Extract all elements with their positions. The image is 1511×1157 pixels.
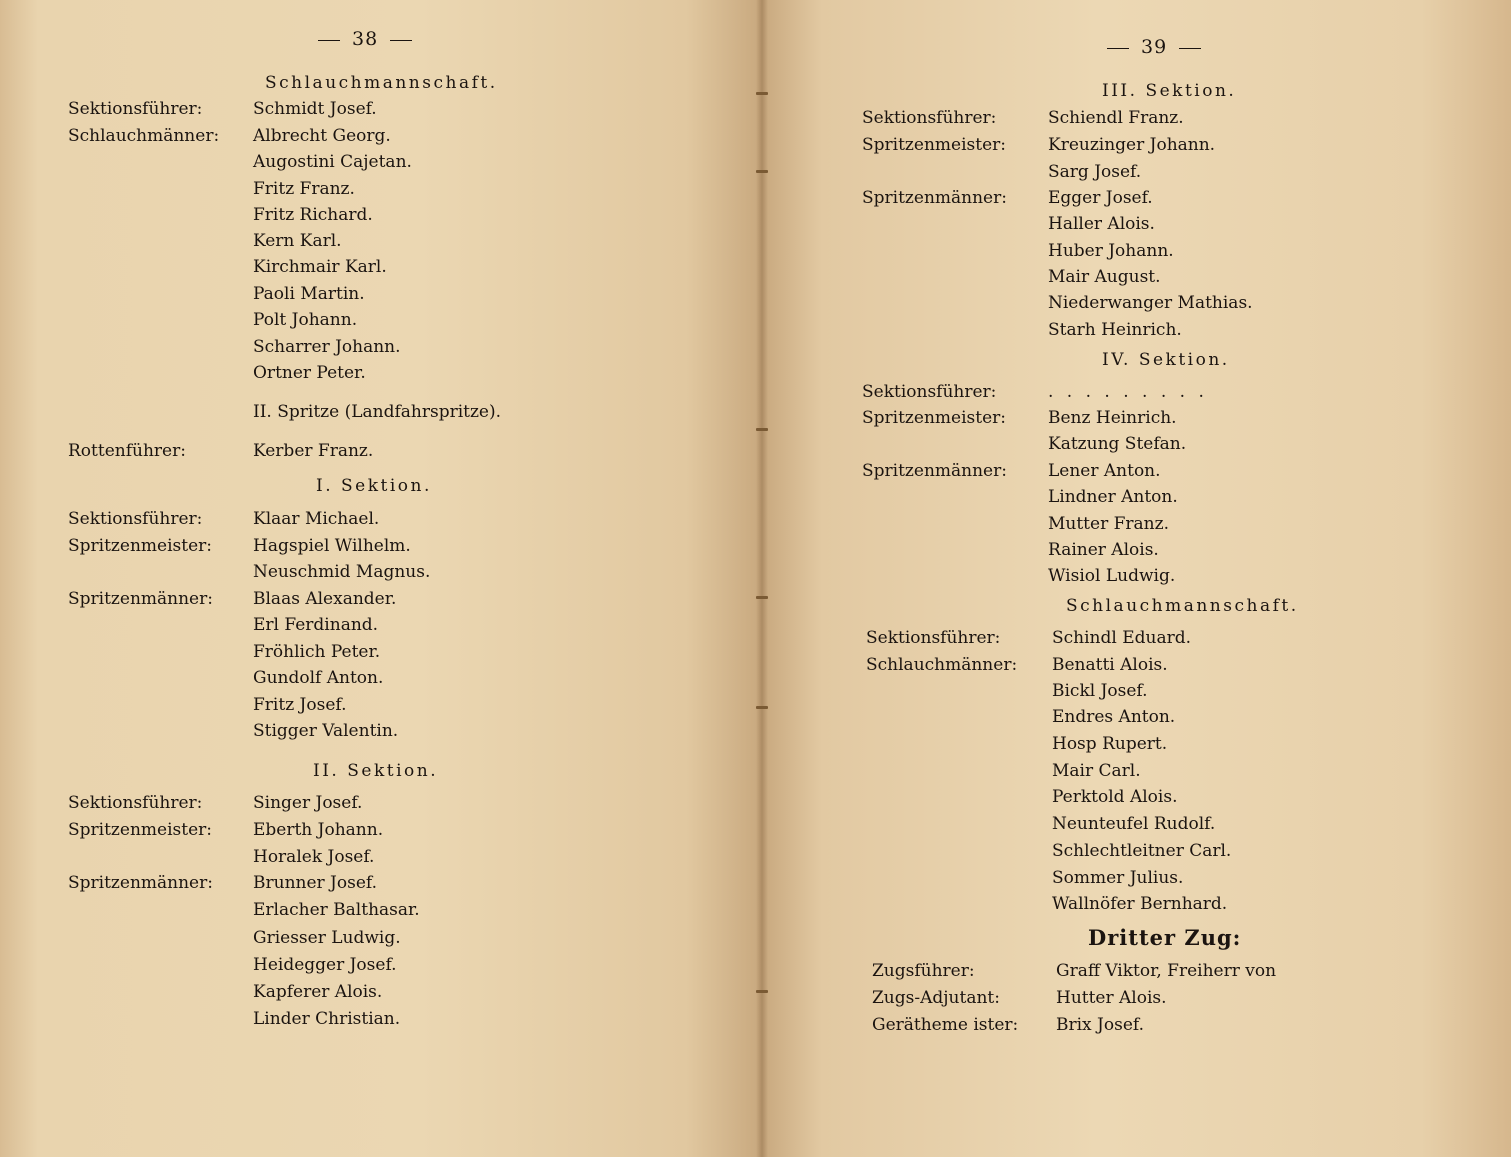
member-name: Blaas Alexander. bbox=[253, 589, 397, 609]
member-name: Fritz Josef. bbox=[253, 695, 347, 715]
section-heading: III. Sektion. bbox=[1102, 81, 1237, 101]
member-name: Mair Carl. bbox=[1052, 761, 1141, 781]
member-name: Kirchmair Karl. bbox=[253, 257, 387, 277]
member-name: Horalek Josef. bbox=[253, 847, 375, 867]
member-name: Neunteufel Rudolf. bbox=[1052, 814, 1216, 834]
role-label: Spritzenmeister: bbox=[862, 135, 1006, 155]
role-label: Zugs-Adjutant: bbox=[872, 988, 1000, 1008]
member-name: Neuschmid Magnus. bbox=[253, 562, 431, 582]
binding-stitch bbox=[756, 596, 768, 599]
role-label: Sektionsführer: bbox=[68, 99, 203, 119]
role-label: Sektionsführer: bbox=[862, 382, 997, 402]
member-name: Heidegger Josef. bbox=[253, 955, 397, 975]
member-name: Niederwanger Mathias. bbox=[1048, 293, 1253, 313]
role-label: Spritzenmänner: bbox=[68, 589, 213, 609]
role-label: Spritzenmeister: bbox=[68, 820, 212, 840]
binding-stitch bbox=[756, 428, 768, 431]
role-label: Sektionsführer: bbox=[862, 108, 997, 128]
section-heading: Schlauchmannschaft. bbox=[1066, 596, 1299, 616]
member-name: Schmidt Josef. bbox=[253, 99, 377, 119]
section-heading: II. Sektion. bbox=[313, 761, 439, 781]
role-label: Spritzenmänner: bbox=[862, 461, 1007, 481]
right-page bbox=[762, 0, 1511, 1157]
member-name: Stigger Valentin. bbox=[253, 721, 399, 741]
member-name: Eberth Johann. bbox=[253, 820, 384, 840]
member-name: Rainer Alois. bbox=[1048, 540, 1159, 560]
member-name: Hosp Rupert. bbox=[1052, 734, 1168, 754]
member-name: Erlacher Balthasar. bbox=[253, 900, 420, 920]
role-label: Spritzenmeister: bbox=[68, 536, 212, 556]
member-name: Endres Anton. bbox=[1052, 707, 1176, 727]
role-label: Spritzenmeister: bbox=[862, 408, 1006, 428]
role-label: Schlauchmänner: bbox=[68, 126, 220, 146]
member-name: Benatti Alois. bbox=[1052, 655, 1168, 675]
member-name: Haller Alois. bbox=[1048, 214, 1155, 234]
section-heading: Schlauchmannschaft. bbox=[265, 73, 498, 93]
member-name: Ortner Peter. bbox=[253, 363, 366, 383]
member-name: Egger Josef. bbox=[1048, 188, 1153, 208]
member-name: Schlechtleitner Carl. bbox=[1052, 841, 1232, 861]
member-name: Bickl Josef. bbox=[1052, 681, 1148, 701]
member-name: Fritz Richard. bbox=[253, 205, 373, 225]
member-name: Brunner Josef. bbox=[253, 873, 377, 893]
member-name: Lindner Anton. bbox=[1048, 487, 1178, 507]
member-name: Graff Viktor, Freiherr von bbox=[1056, 961, 1277, 981]
binding-stitch bbox=[756, 990, 768, 993]
member-name: Erl Ferdinand. bbox=[253, 615, 379, 635]
member-name: Fritz Franz. bbox=[253, 179, 355, 199]
member-name: Polt Johann. bbox=[253, 310, 358, 330]
role-label: Rottenführer: bbox=[68, 441, 186, 461]
member-name: Paoli Martin. bbox=[253, 284, 365, 304]
binding-stitch bbox=[756, 706, 768, 709]
member-name: Wallnöfer Bernhard. bbox=[1052, 894, 1228, 914]
member-name: Kapferer Alois. bbox=[253, 982, 383, 1002]
member-name: Griesser Ludwig. bbox=[253, 928, 401, 948]
member-name: Hagspiel Wilhelm. bbox=[253, 536, 411, 556]
role-label: Spritzenmänner: bbox=[68, 873, 213, 893]
member-name: Schindl Eduard. bbox=[1052, 628, 1192, 648]
member-name: . . . . . . . . . bbox=[1048, 382, 1208, 402]
member-name: Mutter Franz. bbox=[1048, 514, 1169, 534]
member-name: Singer Josef. bbox=[253, 793, 363, 813]
member-name: Sommer Julius. bbox=[1052, 868, 1184, 888]
member-name: Augostini Cajetan. bbox=[253, 152, 412, 172]
member-name: Schiendl Franz. bbox=[1048, 108, 1184, 128]
member-name: Benz Heinrich. bbox=[1048, 408, 1177, 428]
member-name: Perktold Alois. bbox=[1052, 787, 1178, 807]
member-name: Scharrer Johann. bbox=[253, 337, 401, 357]
section-heading-bold: Dritter Zug: bbox=[1088, 925, 1242, 950]
role-label: Gerätheme ister: bbox=[872, 1015, 1019, 1035]
member-name: Klaar Michael. bbox=[253, 509, 380, 529]
role-label: Spritzenmänner: bbox=[862, 188, 1007, 208]
member-name: Fröhlich Peter. bbox=[253, 642, 381, 662]
member-name: Brix Josef. bbox=[1056, 1015, 1144, 1035]
role-label: Schlauchmänner: bbox=[866, 655, 1018, 675]
section-heading: IV. Sektion. bbox=[1102, 350, 1230, 370]
role-label: Sektionsführer: bbox=[68, 509, 203, 529]
member-name: Starh Heinrich. bbox=[1048, 320, 1182, 340]
member-name: Sarg Josef. bbox=[1048, 162, 1142, 182]
page-number-left: 38 bbox=[306, 28, 424, 50]
member-name: Gundolf Anton. bbox=[253, 668, 384, 688]
member-name: Kern Karl. bbox=[253, 231, 342, 251]
member-name: Lener Anton. bbox=[1048, 461, 1161, 481]
member-name: Kreuzinger Johann. bbox=[1048, 135, 1216, 155]
role-label: Zugsführer: bbox=[872, 961, 975, 981]
book-gutter bbox=[756, 0, 768, 1157]
member-name: Albrecht Georg. bbox=[253, 126, 391, 146]
member-name: Katzung Stefan. bbox=[1048, 434, 1187, 454]
page-number-right: 39 bbox=[1095, 36, 1213, 58]
member-name: Linder Christian. bbox=[253, 1009, 401, 1029]
member-name: Kerber Franz. bbox=[253, 441, 374, 461]
role-label: Sektionsführer: bbox=[866, 628, 1001, 648]
binding-stitch bbox=[756, 92, 768, 95]
binding-stitch bbox=[756, 170, 768, 173]
member-name: Huber Johann. bbox=[1048, 241, 1174, 261]
member-name: Wisiol Ludwig. bbox=[1048, 566, 1176, 586]
section-heading: II. Spritze (Landfahrspritze). bbox=[253, 402, 502, 422]
member-name: Mair August. bbox=[1048, 267, 1161, 287]
member-name: Hutter Alois. bbox=[1056, 988, 1167, 1008]
section-heading: I. Sektion. bbox=[316, 476, 432, 496]
role-label: Sektionsführer: bbox=[68, 793, 203, 813]
